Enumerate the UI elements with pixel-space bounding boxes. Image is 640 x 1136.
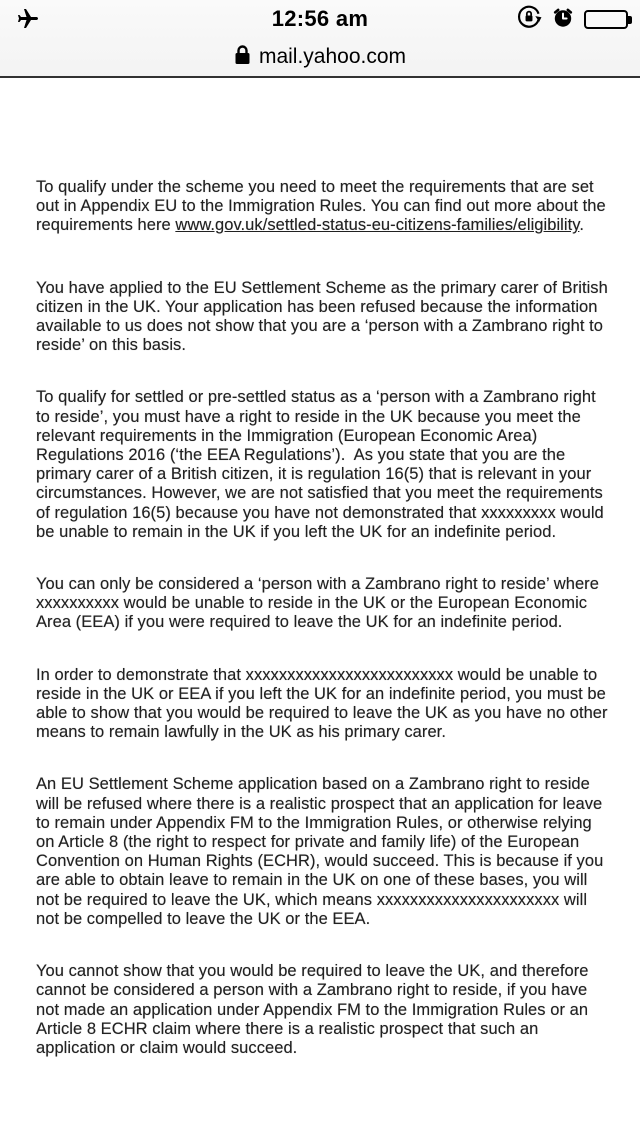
chrome-divider — [0, 76, 640, 79]
airplane-mode-icon — [16, 7, 40, 31]
paragraph-qualify-scheme — [36, 178, 611, 236]
paragraph-cannot-show: You cannot show that you would be required to leave the UK, and therefore cannot be considered a person with a Zambrano right to reside, if you have not made an application under Appendix FM to the Immigration Rules or an Article 8 ECHR claim where there is a realistic prospect that such an application or claim would succeed. — [36, 962, 594, 1057]
address-bar[interactable] — [0, 38, 640, 76]
orientation-lock-icon — [516, 4, 542, 35]
browser-chrome — [0, 0, 640, 78]
paragraph-text: To qualify under the scheme you need to meet the requirements that are set out in Appendix EU to the Immigration Rules. You can find out more about the requirements here — [36, 178, 611, 235]
status-bar — [0, 0, 640, 38]
ssl-lock-icon — [234, 44, 251, 71]
alarm-clock-icon — [551, 5, 575, 34]
status-right-icons — [516, 6, 628, 32]
paragraph-application-refused: You have applied to the EU Settlement Scheme as the primary carer of British citizen in the UK. Your application has been refused because the information available to us does not show that you are a ‘person with a Zambrano right to reside’ on this basis. — [36, 278, 613, 355]
status-time: 12:56 am — [271, 6, 369, 31]
paragraph-demonstrate-requirement: In order to demonstrate that xxxxxxxxxxxxxxxxxxxxxxxxx would be unable to reside in the UK or EEA if you left the UK for an indefinite period, you must be able to show that you would be required to leave the UK as you have no other means to remain lawfully in the UK as his primary carer. — [36, 665, 613, 742]
paragraph-text: . — [579, 216, 584, 235]
url-text: mail.yahoo.com — [258, 45, 407, 68]
battery-icon — [584, 10, 628, 29]
eligibility-link[interactable]: www.gov.uk/settled-status-eu-citizens-families/eligibility — [175, 216, 580, 235]
paragraph-regulation-16-5: To qualify for settled or pre-settled status as a ‘person with a Zambrano right to reside’, you must have a right to reside in the UK because you meet the relevant requirements in the Immigration (European Economic Area) Regulations 2016 (‘the EEA Regulations’). As you state that you are the primary carer of a British citizen, it is regulation 16(5) that is relevant in your circumstances. However, we are not satisfied that you meet the requirements of regulation 16(5) because you have not demonstrated that xxxxxxxxx would be unable to remain in the UK if you left the UK for an indefinite period. — [36, 388, 609, 541]
paragraph-zambrano-condition: You can only be considered a ‘person with a Zambrano right to reside’ where xxxxxxxxxx would be unable to reside in the UK or the European Economic Area (EEA) if you were required to leave the UK for an indefinite period. — [36, 575, 604, 632]
email-document-body — [0, 80, 640, 1136]
paragraph-appendix-fm-article8: An EU Settlement Scheme application based on a Zambrano right to reside will be refused where there is a realistic prospect that an application for leave to remain under Appendix FM to the Immigration Rules, or otherwise relying on Article 8 (the right to respect for private and family life) of the European Convention on Human Rights (ECHR), would succeed. This is because if you are able to obtain leave to remain in the UK on one of these bases, you will not be required to leave the UK, which means xxxxxxxxxxxxxxxxxxxxxx will not be compelled to leave the UK or the EEA. — [36, 775, 608, 928]
